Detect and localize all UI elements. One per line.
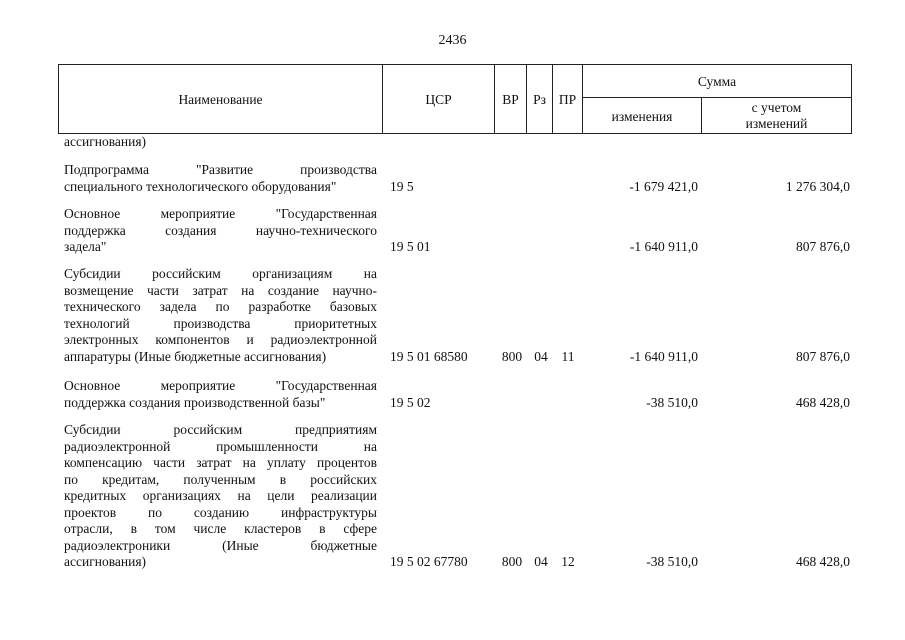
row-name-line: поддержка создания производственной базы": [64, 394, 326, 410]
row-change: -1 640 911,0: [629, 348, 698, 364]
row-csr: 19 5: [390, 178, 414, 194]
header-border-right: [851, 64, 852, 134]
row-vr: 800: [501, 348, 523, 364]
row-csr: 19 5 02 67780: [390, 554, 468, 569]
row-name-line: специального технологического оборудования": [64, 178, 337, 194]
row-name-line: по кредитам, полученным в российских: [64, 471, 377, 487]
row-name-line: технического задела по разработке базовых: [64, 299, 377, 314]
header-vr: ВР: [502, 92, 519, 107]
row-name-line: возмещение части затрат на создание научно-: [64, 282, 377, 298]
row-csr: 19 5 01 68580: [390, 348, 468, 364]
row-vr: 800: [501, 554, 523, 569]
row-name-line: отрасли, в том числе кластеров в сфере: [64, 521, 377, 536]
header-rz: Рз: [533, 92, 546, 107]
row-name: [64, 378, 377, 411]
row-csr: 19 5 01: [390, 239, 431, 254]
row-total: 807 876,0: [796, 239, 850, 254]
row-total: 468 428,0: [796, 394, 850, 410]
row-name-line: аппаратуры (Иные бюджетные ассигнования): [64, 348, 327, 364]
row-name-line: проектов по созданию инфраструктуры: [64, 504, 377, 520]
header-name: Наименование: [178, 92, 263, 107]
row-change: -38 510,0: [646, 394, 698, 410]
row-name-line: компенсацию части затрат на уплату процентов: [64, 455, 377, 470]
header-divider-sum-sub: [582, 97, 852, 98]
row-name: [64, 162, 377, 195]
row-name-line: ассигнования): [64, 554, 147, 569]
row-name-line: технологий производства приоритетных: [64, 315, 377, 331]
header-sum: Сумма: [697, 74, 737, 89]
page-number: 2436: [438, 33, 467, 48]
row-name-line: Субсидии российским организациям на: [64, 266, 377, 281]
row-csr: 19 5 02: [390, 394, 431, 410]
row-pr: 12: [561, 554, 575, 569]
row-name-line: электронных компонентов и радиоэлектронной: [64, 332, 377, 347]
row-name-line: Субсидии российским предприятиям: [64, 422, 377, 437]
row-name-line: ассигнования): [64, 134, 147, 149]
header-with-changes-line1: с учетом: [751, 100, 802, 115]
row-total: 807 876,0: [796, 348, 850, 364]
row-rz: 04: [534, 348, 548, 364]
row-rz: 04: [534, 554, 548, 569]
header-csr: ЦСР: [425, 92, 452, 107]
row-total: 468 428,0: [796, 554, 850, 569]
row-name-line: Основное мероприятие "Государственная: [64, 378, 377, 393]
header-pr: ПР: [558, 92, 577, 107]
row-name-line: кредитных организациях на цели реализации: [64, 488, 377, 503]
row-total: 1 276 304,0: [785, 178, 850, 194]
header-with-changes-line2: изменений: [745, 116, 808, 131]
row-name-line: поддержка создания научно-технического: [64, 222, 377, 238]
row-change: -38 510,0: [646, 554, 698, 569]
row-pr: 11: [561, 348, 575, 364]
row-change: -1 640 911,0: [629, 239, 698, 254]
row-name: [64, 422, 377, 571]
row-name: [64, 266, 377, 365]
row-name-line: радиоэлектроники (Иные бюджетные: [64, 537, 377, 553]
header-border-top: [58, 64, 852, 65]
row-name-line: Подпрограмма "Развитие производства: [64, 162, 377, 177]
row-name-line: Основное мероприятие "Государственная: [64, 206, 377, 221]
row-name: [64, 206, 377, 256]
row-change: -1 679 421,0: [629, 178, 698, 194]
row-name-line: задела": [64, 239, 107, 254]
header-changes: изменения: [611, 109, 673, 124]
row-name: [64, 134, 377, 151]
row-name-line: радиоэлектронной промышленности на: [64, 438, 377, 454]
